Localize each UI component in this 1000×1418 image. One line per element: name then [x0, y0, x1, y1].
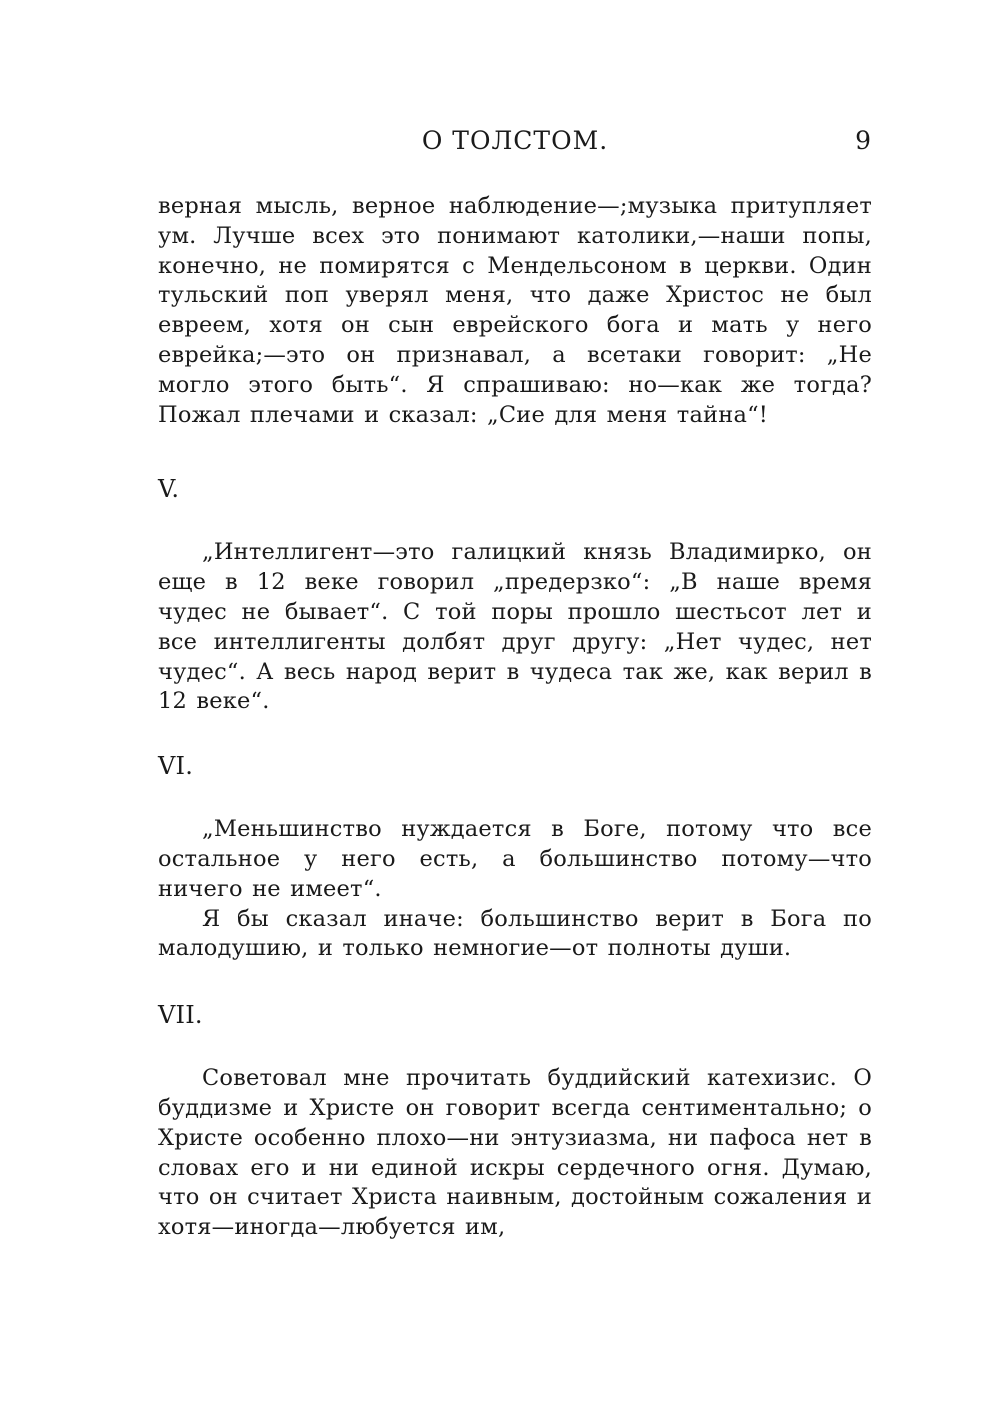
section-vii-paragraph: Советовал мне прочитать буддийский катехизис. О буддизме и Христе он говорит всегда сентиментально; о Христе особенно плохо—ни энтузиазма, ни пафоса нет в словах его и ни единой искры сердечного огня. Думаю, что он считает Христа наивным, достойным сожаления и хотя—иногда—любуется им,: [158, 1065, 872, 1241]
page-number: 9: [855, 126, 872, 155]
running-title: О ТОЛСТОМ.: [421, 126, 609, 155]
section-heading-vii: VII.: [158, 1001, 203, 1030]
running-head: [158, 122, 872, 162]
section-heading-vi: VI.: [158, 752, 194, 781]
continued-paragraph: верная мысль, верное наблюдение—;музыка притупляет ум. Лучше всех это понимают католики,—наши попы, конечно, не помирятся с Мендельсоном в церкви. Один тульский поп уверял меня, что даже Христос не был евреем, хотя он сын еврейского бога и мать у него еврейка;—это он признавал, а всетаки говорит: „Не могло этого быть“. Я спрашиваю: но—как же тогда? Пожал плечами и сказал: „Сие для меня тайна“!: [158, 193, 872, 428]
section-heading-v: V.: [158, 475, 180, 504]
body-text: [158, 192, 872, 1243]
section-vi-quote: „Меньшинство нуждается в Боге, потому что все остальное у него есть, а большинство потому—что ничего не имеет“.: [158, 816, 872, 902]
book-page: [158, 122, 872, 1243]
section-v-paragraph: „Интеллигент—это галицкий князь Владимирко, он еще в 12 веке говорил „предерзко“: „В наше время чудес не бывает“. С той поры прошло шестьсот лет и все интеллигенты долбят друг другу: „Нет чудес, нет чудес“. А весь народ верит в чудеса так же, как верил в 12 веке“.: [158, 539, 872, 715]
section-vi-comment: Я бы сказал иначе: большинство верит в Бога по малодушию, и только немногие—от полноты души.: [158, 905, 872, 962]
